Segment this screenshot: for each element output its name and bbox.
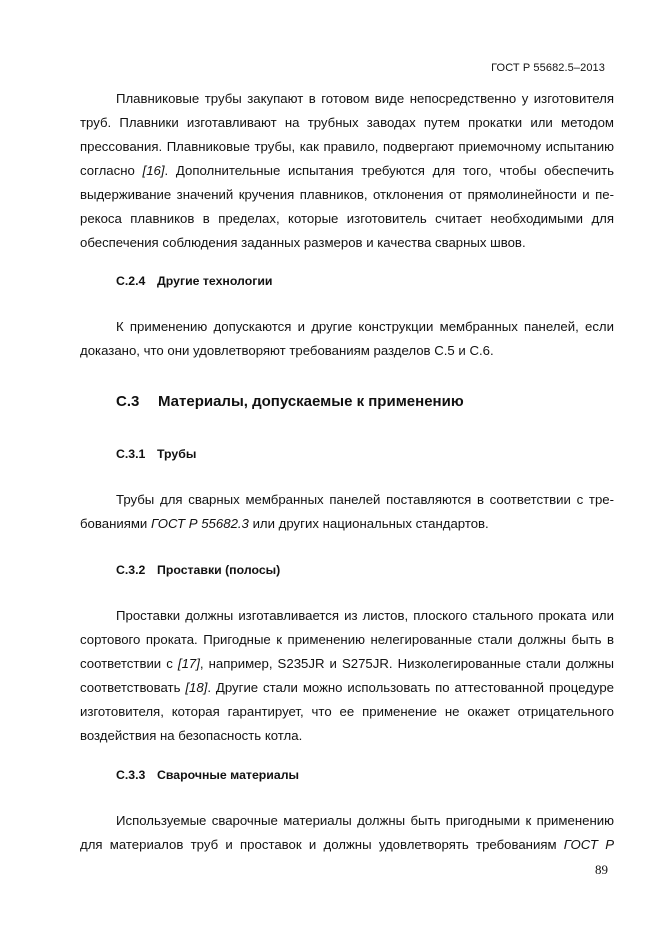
text-line: Используемые сварочные материалы должны быть пригодными к применению bbox=[116, 813, 614, 828]
text-line: прессования. Плавниковые трубы, как правило, подвергают приемочному испытанию bbox=[80, 139, 614, 154]
standard-reference: ГОСТ Р bbox=[563, 837, 614, 852]
text-line: труб. Плавники изготавливают на трубных заводах путем прокатки или методом bbox=[80, 115, 614, 130]
page-number: 89 bbox=[595, 862, 608, 877]
text-line: доказано, что они удовлетворяют требованиям разделов С.5 и С.6. bbox=[80, 343, 494, 358]
text-line: сортового проката. Пригодные к применению нелегированные стали должны быть в bbox=[80, 632, 614, 647]
reference-link: [16] bbox=[142, 163, 165, 178]
text-line: К применению допускаются и другие конструкции мембранных панелей, если bbox=[116, 319, 614, 334]
reference-link: [17] bbox=[177, 656, 200, 671]
text-line: изготовителя, которая гарантирует, что ее применение не окажет отрицательного bbox=[80, 704, 614, 719]
text-line: выдерживание значений кручения плавников, отклонения от прямолинейности и пе- bbox=[80, 187, 614, 202]
section-heading-c3: С.3 Материалы, допускаемые к применению bbox=[116, 393, 464, 410]
text-line: согласно [16]. Дополнительные испытания требуются для того, чтобы обеспечить bbox=[80, 163, 614, 178]
text-line: обеспечения соблюдения заданных размеров и качества сварных швов. bbox=[80, 235, 526, 250]
text-line: рекоса плавников в пределах, которые изготовитель считает необходимыми для bbox=[80, 211, 614, 226]
section-heading-c33: С.3.3 Сварочные материалы bbox=[116, 768, 300, 782]
section-heading-c32: С.3.2 Проставки (полосы) bbox=[116, 563, 281, 577]
text-line: Проставки должны изготавливается из листов, плоского стального проката или bbox=[116, 608, 614, 623]
text-line: Трубы для сварных мембранных панелей поставляются в соответствии с тре- bbox=[116, 492, 614, 507]
document-header: ГОСТ Р 55682.5–2013 bbox=[491, 62, 605, 74]
text-line: воздействия на безопасность котла. bbox=[80, 728, 303, 743]
text-line: для материалов труб и проставок и должны удовлетворять требованиям ГОСТ Р bbox=[80, 837, 614, 852]
text-line: бованиями ГОСТ Р 55682.3 или других национальных стандартов. bbox=[80, 516, 489, 531]
text-line: Плавниковые трубы закупают в готовом виде непосредственно у изготовителя bbox=[116, 91, 614, 106]
section-heading-c31: С.3.1 Трубы bbox=[116, 447, 197, 461]
section-heading-c24: С.2.4 Другие технологии bbox=[116, 274, 273, 288]
standard-reference: ГОСТ Р 55682.3 bbox=[150, 516, 249, 531]
text-line: соответствовать [18]. Другие стали можно использовать по аттестованной процедуре bbox=[80, 680, 615, 695]
text-line: соответствии с [17], например, S235JR и S275JR. Низколегированные стали должны bbox=[80, 656, 614, 671]
reference-link: [18] bbox=[185, 680, 208, 695]
